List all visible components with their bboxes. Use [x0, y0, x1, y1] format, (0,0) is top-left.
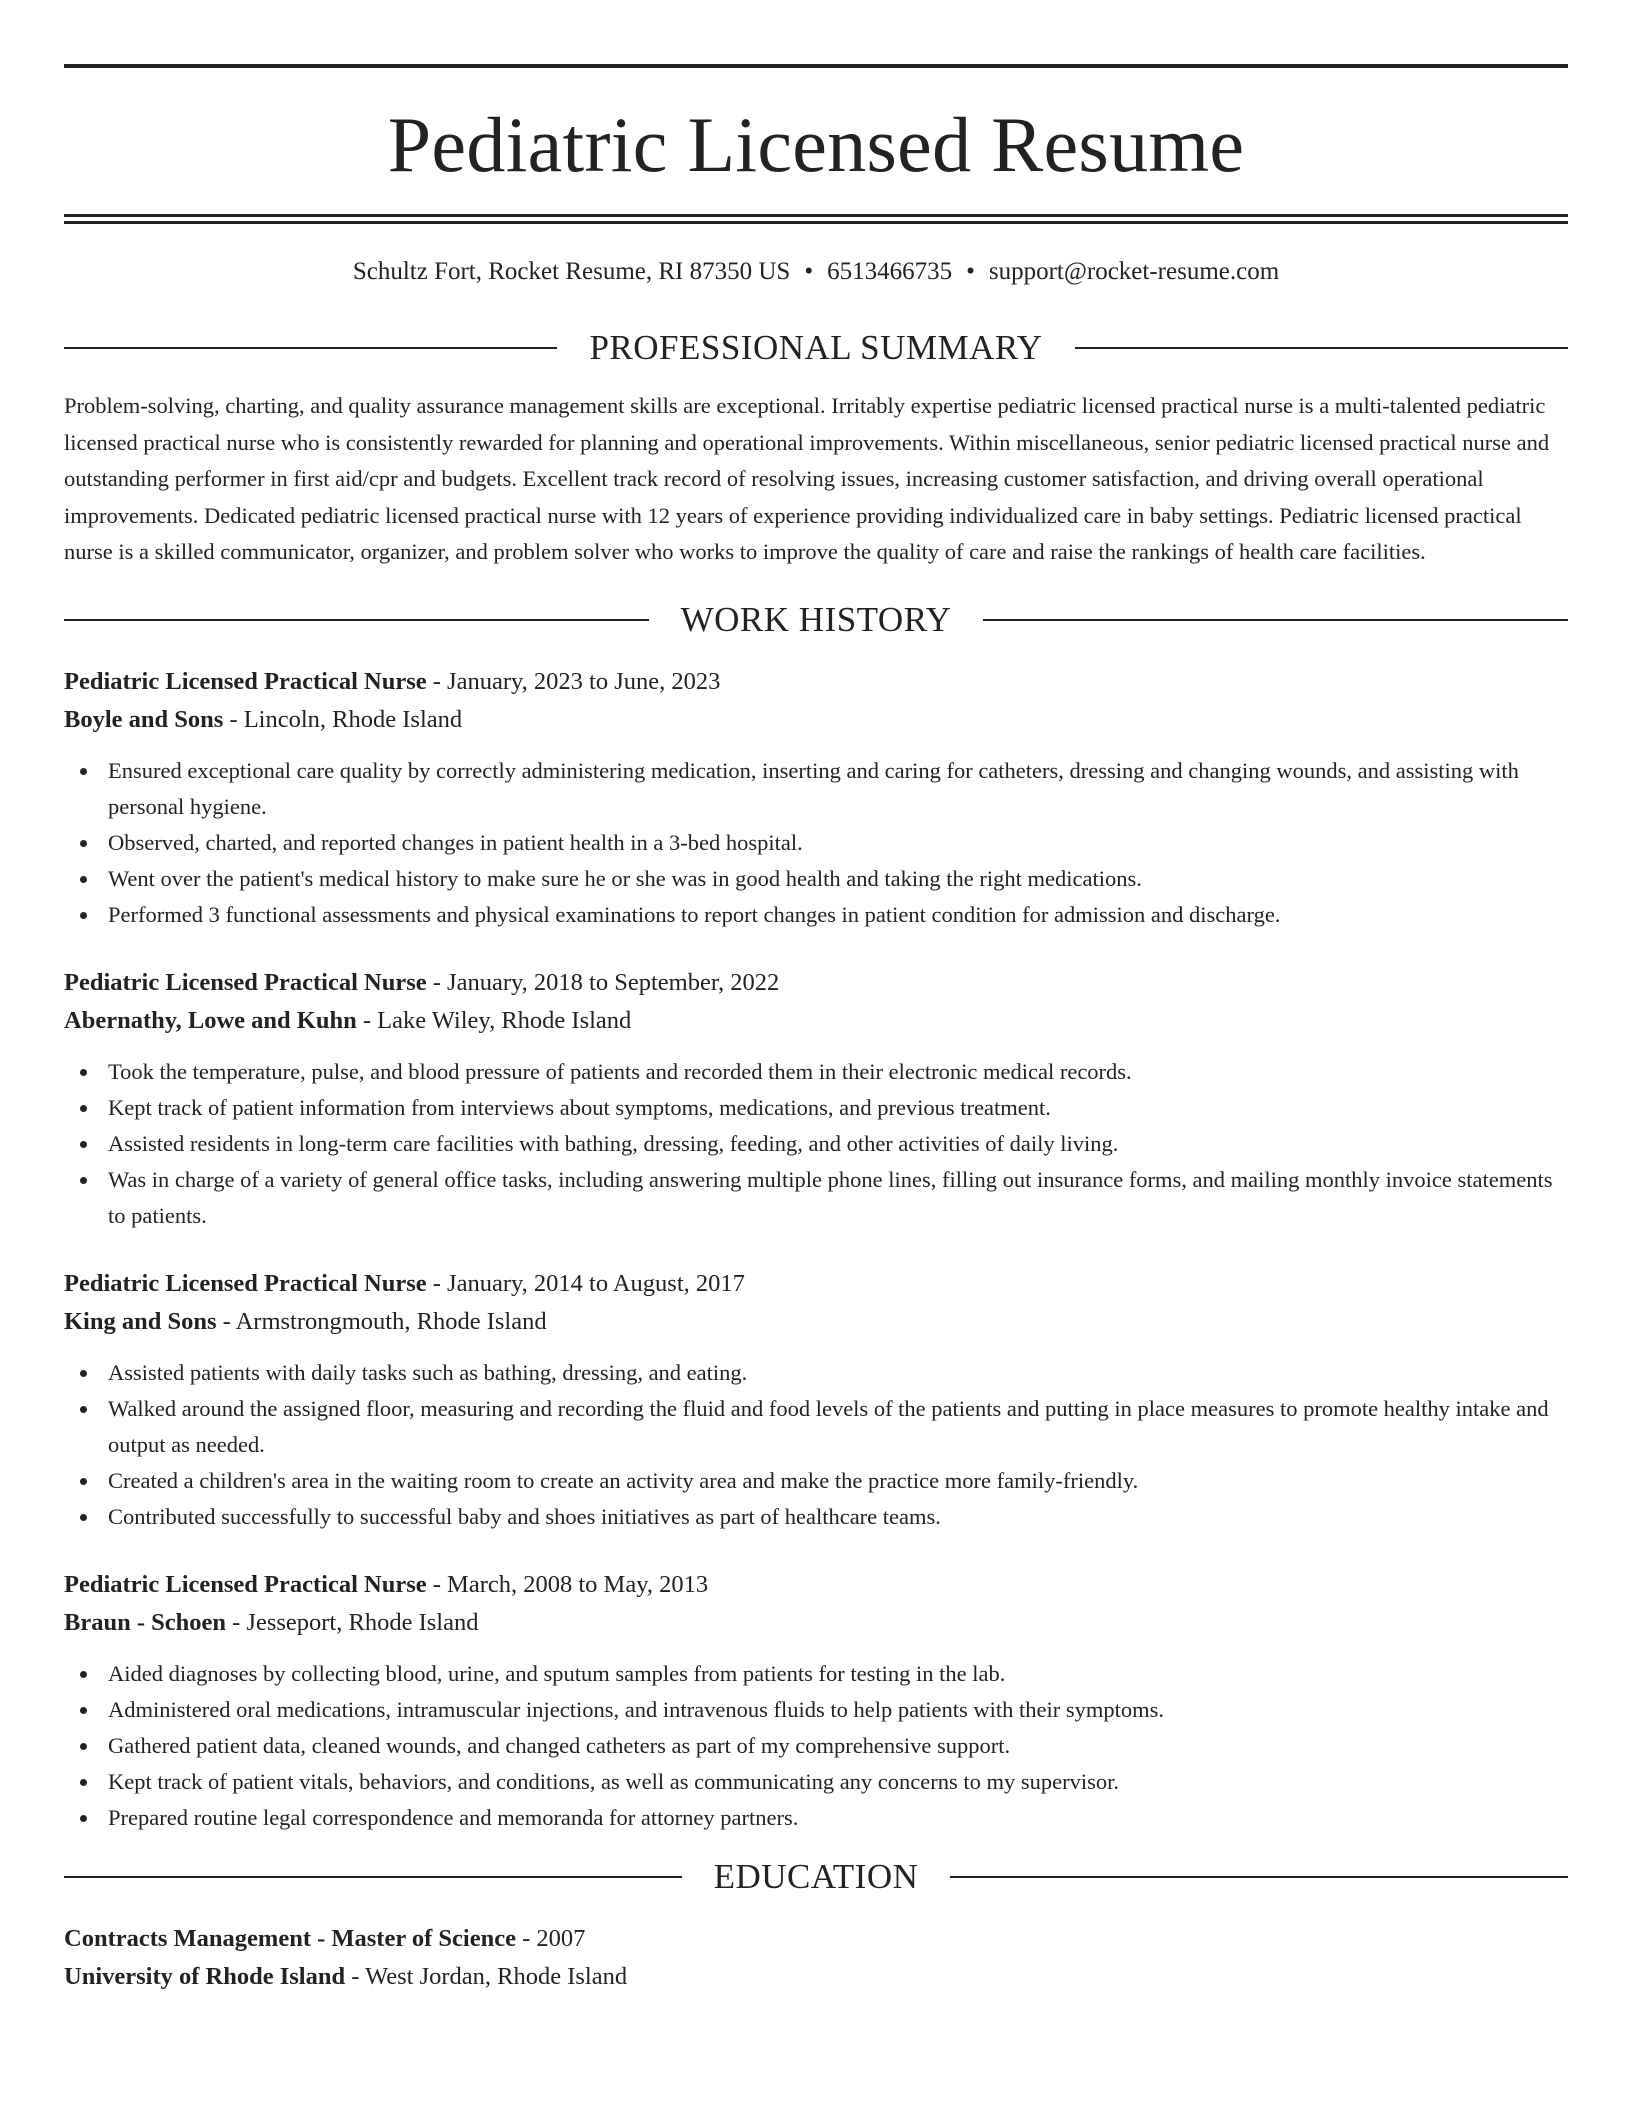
job-bullets	[64, 1656, 1568, 1837]
job-company: Braun - Schoen	[64, 1608, 227, 1636]
job-company: Abernathy, Lowe and Kuhn	[64, 1006, 357, 1034]
job-bullets	[64, 753, 1568, 934]
contact-address: Schultz Fort, Rocket Resume, RI 87350 US	[352, 258, 791, 285]
job-location: - Armstrongmouth, Rhode Island	[216, 1307, 547, 1335]
title-double-rule	[64, 214, 1568, 224]
job-bullet: Aided diagnoses by collecting blood, urine, and sputum samples from patients for testing in the lab.	[64, 1656, 1568, 1692]
job-dates: - January, 2023 to June, 2023	[426, 667, 721, 695]
summary-section-heading	[64, 328, 1568, 368]
summary-text: Problem-solving, charting, and quality assurance management skills are exceptional. Irritably expertise pediatric licensed practical nurse is a multi-talented pediatric licensed practical nurse who is consistently rewarded for planning and operational improvements. Within miscellaneous, senior pediatric licensed practical nurse and outstanding performer in first aid/cpr and budgets. Excellent track record of resolving issues, increasing customer satisfaction, and driving overall operational improvements. Dedicated pediatric licensed practical nurse with 12 years of experience providing individualized care in baby settings. Pediatric licensed practical nurse is a skilled communicator, organizer, and problem solver who works to improve the quality of care and raise the rankings of health care facilities.	[64, 393, 1550, 564]
job-title-line	[64, 1265, 1568, 1303]
job-bullet: Performed 3 functional assessments and physical examinations to report changes in patient condition for admission and discharge.	[64, 897, 1568, 933]
job-dates: - January, 2014 to August, 2017	[426, 1269, 745, 1297]
education-heading-label: EDUCATION	[713, 1856, 919, 1896]
job-location: - Lincoln, Rhode Island	[223, 705, 463, 733]
contact-line	[64, 256, 1568, 288]
job-bullet: Observed, charted, and reported changes in patient health in a 3-bed hospital.	[64, 825, 1568, 861]
heading-rule-right	[950, 1876, 1568, 1878]
job-bullets	[64, 1355, 1568, 1536]
job-bullet: Assisted patients with daily tasks such as bathing, dressing, and eating.	[64, 1355, 1568, 1391]
heading-rule-right	[1075, 347, 1568, 349]
education-entry	[64, 1920, 1568, 1996]
job-title: Pediatric Licensed Practical Nurse	[64, 667, 427, 695]
job-title: Pediatric Licensed Practical Nurse	[64, 1570, 427, 1598]
job-company: Boyle and Sons	[64, 705, 224, 733]
job-bullet: Took the temperature, pulse, and blood pressure of patients and recorded them in their electronic medical records.	[64, 1054, 1568, 1090]
job-entry	[64, 964, 1568, 1235]
job-location: - Lake Wiley, Rhode Island	[356, 1006, 632, 1034]
heading-rule-right	[983, 619, 1568, 621]
job-bullet: Went over the patient's medical history to make sure he or she was in good health and taking the right medications.	[64, 861, 1568, 897]
job-bullet: Administered oral medications, intramuscular injections, and intravenous fluids to help patients with their symptoms.	[64, 1692, 1568, 1728]
education-school-line	[64, 1958, 1568, 1996]
work-section-heading	[64, 600, 1568, 640]
job-bullets	[64, 1054, 1568, 1235]
job-title-line	[64, 663, 1568, 701]
job-bullet: Was in charge of a variety of general office tasks, including answering multiple phone lines, filling out insurance forms, and mailing monthly invoice statements to patients.	[64, 1162, 1568, 1234]
job-title: Pediatric Licensed Practical Nurse	[64, 1269, 427, 1297]
resume-title: Pediatric Licensed Resume	[387, 101, 1245, 188]
job-bullet: Kept track of patient information from interviews about symptoms, medications, and previous treatment.	[64, 1090, 1568, 1126]
resume-page	[64, 64, 1568, 1996]
job-dates: - January, 2018 to September, 2022	[426, 968, 780, 996]
heading-rule-left	[64, 1876, 682, 1878]
job-company-line	[64, 1002, 1568, 1040]
contact-phone[interactable]: 6513466735	[827, 258, 953, 285]
education-degree-line	[64, 1920, 1568, 1958]
job-entry	[64, 1265, 1568, 1536]
job-bullet: Kept track of patient vitals, behaviors, and conditions, as well as communicating any concerns to my supervisor.	[64, 1764, 1568, 1800]
contact-separator: •	[966, 258, 975, 285]
education-degree: Contracts Management - Master of Science	[64, 1924, 516, 1952]
summary-heading-label: PROFESSIONAL SUMMARY	[589, 328, 1043, 367]
job-entry	[64, 663, 1568, 934]
job-bullet: Contributed successfully to successful baby and shoes initiatives as part of healthcare teams.	[64, 1499, 1568, 1535]
job-bullet: Prepared routine legal correspondence and memoranda for attorney partners.	[64, 1800, 1568, 1836]
job-company: King and Sons	[64, 1307, 217, 1335]
top-rule	[64, 64, 1568, 68]
job-title: Pediatric Licensed Practical Nurse	[64, 968, 427, 996]
job-title-line	[64, 1566, 1568, 1604]
job-bullet: Created a children's area in the waiting room to create an activity area and make the practice more family-friendly.	[64, 1463, 1568, 1499]
job-company-line	[64, 1303, 1568, 1341]
job-company-line	[64, 1604, 1568, 1642]
job-bullet: Assisted residents in long-term care facilities with bathing, dressing, feeding, and other activities of daily living.	[64, 1126, 1568, 1162]
job-dates: - March, 2008 to May, 2013	[426, 1570, 709, 1598]
education-year: - 2007	[515, 1924, 586, 1952]
job-company-line	[64, 701, 1568, 739]
job-entry	[64, 1566, 1568, 1837]
contact-email[interactable]: support@rocket-resume.com	[988, 258, 1280, 285]
job-bullet: Gathered patient data, cleaned wounds, and changed catheters as part of my comprehensive support.	[64, 1728, 1568, 1764]
education-school: University of Rhode Island	[64, 1962, 346, 1990]
contact-separator: •	[804, 258, 814, 285]
job-title-line	[64, 964, 1568, 1002]
job-location: - Jesseport, Rhode Island	[226, 1608, 479, 1636]
job-bullet: Ensured exceptional care quality by correctly administering medication, inserting and caring for catheters, dressing and changing wounds, and assisting with personal hygiene.	[64, 753, 1568, 825]
education-section-heading	[64, 1857, 1568, 1897]
education-location: - West Jordan, Rhode Island	[345, 1962, 628, 1990]
heading-rule-left	[64, 347, 557, 349]
job-bullet: Walked around the assigned floor, measuring and recording the fluid and food levels of the patients and putting in place measures to promote healthy intake and output as needed.	[64, 1391, 1568, 1463]
work-heading-label: WORK HISTORY	[680, 599, 952, 639]
heading-rule-left	[64, 619, 649, 621]
